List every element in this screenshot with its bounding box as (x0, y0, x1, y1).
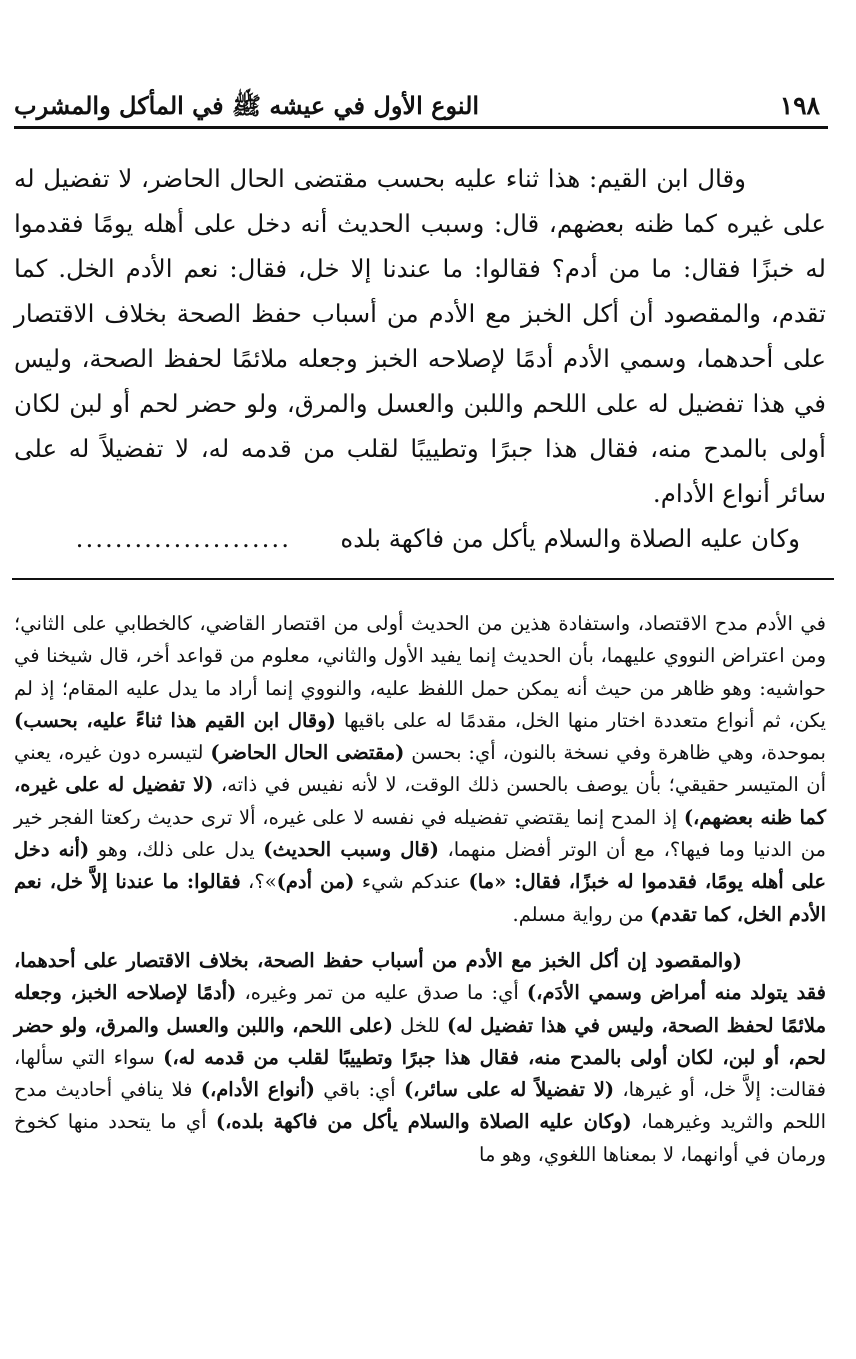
commentary-text: أي: ما صدق عليه من تمر وغيره، (236, 981, 527, 1005)
quoted-matn-text: (من أدم) (276, 870, 355, 894)
commentary-text: أي: باقي (315, 1078, 404, 1102)
quoted-matn-text: (لا تفضيل له على غيره، كما ظنه بعضهم،) (14, 773, 826, 829)
commentary-text: في الأدم مدح الاقتصاد، واستفادة هذين من الحديث أولى من اقتصار القاضي، كالخطابي على الثاني؛ ومن اعتراض النووي عليهما، بأن الحديث إنما يفيد الأول والثاني، معلوم من قواعد أخر، قال شيخنا في حواشيه: وهو ظاهر من حيث أنه يمكن حمل اللفظ عليه، والنووي إنما أراد ما يدل عليه المقام؛ إذ لم يكن، ثم أنواع متعددة اختار منها الخل، مقدمًا له على باقيها (14, 612, 826, 732)
page-number: ١٩٨ (779, 91, 820, 120)
commentary-text: بموحدة، وهي ظاهرة وفي نسخة بالنون، أي: بحسن (404, 741, 826, 765)
quoted-matn-text: (وقال ابن القيم هذا ثناءً عليه، بحسب) (14, 708, 336, 732)
commentary-text: يدل على ذلك، وهو (89, 838, 264, 862)
continuation-dots: ...................... (75, 524, 291, 553)
quoted-matn-text: (والمقصود إن أكل الخبز مع الأدم من أسباب حفظ الصحة، بخلاف الاقتصار على أحدهما، فقد يتولد منه أمراض وسمي الأدَم،) (14, 948, 826, 1005)
commentary-text: فلا ينافي أحاديث مدح اللحم والثريد وغيرهما، (14, 1078, 826, 1134)
commentary-text: إذ المدح إنما يقتضي تفضيله في نفسه لا على غيره، ألا ترى حديث ركعتا الفجر خير من الدنيا وما فيها؟، مع أن الوتر أفضل منهما، (14, 805, 826, 862)
commentary-text: للخل (393, 1013, 447, 1037)
quoted-matn-text: (وكان عليه الصلاة والسلام يأكل من فاكهة بلده،) (215, 1110, 632, 1134)
main-text (14, 156, 826, 561)
commentary-text: من رواية مسلم. (512, 902, 650, 926)
quoted-matn-text: (مقتضى الحال الحاضر) (210, 741, 405, 765)
quoted-matn-text: (قال وسبب الحديث) (263, 838, 439, 862)
commentary-text: عندكم شيء (354, 870, 469, 894)
quoted-matn-text: (على اللحم، واللبن والعسل والمرق، ولو حضر لحم، أو لبن، لكان أولى بالمدح منه، فقال هذا جبرًا وتطييبًا لقلب من قدمه له،) (14, 1013, 826, 1069)
quoted-matn-text: (أنه دخل على أهله يومًا، فقدموا له خبزًا، فقال: «ما) (14, 838, 826, 894)
main-paragraph-2 (14, 516, 826, 561)
commentary-paragraph-1 (14, 608, 826, 931)
commentary-paragraph-2 (14, 945, 826, 1171)
quoted-matn-text: (أنواع الأدام،) (200, 1078, 315, 1102)
commentary-text: أي ما يتحدد منها كخوخ ورمان في أوانهما، لا بمعناها اللغوي، وهو ما (14, 1110, 826, 1166)
quoted-matn-text: (لا تفضيلاً له على سائر،) (403, 1078, 615, 1102)
quoted-matn-text: فقالوا: ما عندنا إلاَّ خل، نعم الأدم الخل، كما تقدم) (14, 870, 826, 926)
running-title: النوع الأول في عيشه ﷺ في المأكل والمشرب (14, 91, 480, 120)
main-paragraph-2-text: وكان عليه الصلاة والسلام يأكل من فاكهة بلده (340, 524, 800, 553)
page-header (14, 82, 826, 122)
commentary-text: سواء التي سألها، فقالت: إلاَّ خل، أو غيرها، (14, 1045, 826, 1102)
quoted-matn-text: (أدمًا لإصلاحه الخبز، وجعله ملائمًا لحفظ الصحة، وليس في هذا تفضيل له) (14, 981, 827, 1037)
footnote-separator (12, 578, 834, 580)
header-rule (14, 126, 828, 129)
main-paragraph-1: وقال ابن القيم: هذا ثناء عليه بحسب مقتضى الحال الحاضر، لا تفضيل له على غيره كما ظنه بعضهم، قال: وسبب الحديث أنه دخل على أهله يومًا فقدموا له خبزًا فقال: ما من أدم؟ فقالوا: ما عندنا إلا خل، فقال: نعم الأدم الخل. كما تقدم، والمقصود أن أكل الخبز مع الأدم من أسباب حفظ الصحة بخلاف الاقتصار على أحدهما، وسمي الأدم أدمًا لإصلاحه الخبز وجعله ملائمًا لحفظ الصحة، وليس في هذا تفضيل له على اللحم واللبن والعسل والمرق، ولو حضر لحم أو لبن لكان أولى بالمدح منه، فقال هذا جبرًا وتطييبًا لقلب من قدمه له، لا تفضيلاً له على سائر أنواع الأدام. (14, 164, 826, 508)
commentary-text: »؟، (240, 870, 277, 894)
commentary-text: لتيسره دون غيره، يعني أن المتيسر حقيقي؛ بأن يوصف بالحسن ذلك الوقت، لا لأنه نفيس في ذاته، (14, 741, 826, 797)
commentary (14, 608, 826, 1171)
